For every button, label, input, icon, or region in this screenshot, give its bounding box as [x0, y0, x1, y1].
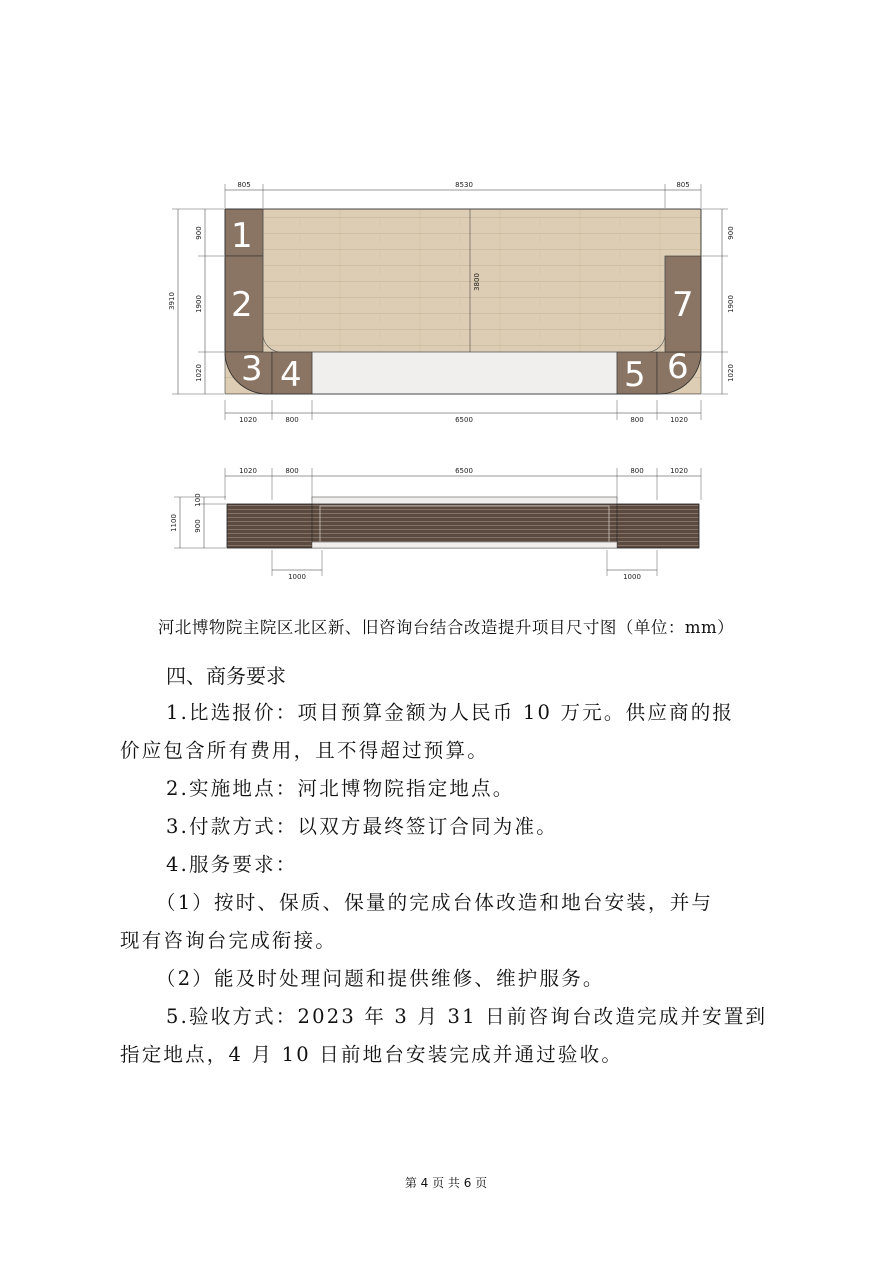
section-number: 2: [231, 285, 253, 325]
section-number: 1: [231, 216, 253, 256]
dimension-label: 1020: [239, 467, 257, 475]
dimension-label: 100: [194, 493, 202, 507]
dimension-label: 800: [285, 416, 299, 424]
dimension-label: 3800: [473, 273, 481, 291]
counter-top: [312, 497, 617, 504]
elevation-view: [170, 467, 701, 581]
dimension-label: 1020: [670, 467, 688, 475]
dimension-label: 800: [630, 467, 644, 475]
section-number: 3: [241, 349, 263, 389]
dimension-label: 8530: [455, 181, 473, 189]
section-number: 4: [280, 355, 302, 395]
paragraph: 2.实施地点：河北博物院指定地点。: [166, 777, 515, 800]
figure-caption: 河北博物院主院区北区新、旧咨询台结合改造提升项目尺寸图（单位：mm）: [157, 618, 735, 637]
section-number: 5: [624, 355, 646, 395]
dimension-label: 800: [285, 467, 299, 475]
section-number: 6: [667, 347, 689, 387]
counter-area: [312, 352, 617, 394]
dimension-label: 1900: [727, 295, 735, 313]
dimension-label: 900: [727, 226, 735, 240]
dimension-label: 6500: [455, 416, 473, 424]
paragraph: 4.服务要求：: [166, 853, 298, 876]
document-body: [120, 658, 784, 1074]
dimension-label: 1020: [727, 364, 735, 382]
dimension-label: 3910: [168, 292, 176, 310]
dimension-label: 1020: [195, 364, 203, 382]
paragraph: 指定地点，4 月 10 日前地台安装完成并通过验收。: [120, 1043, 624, 1066]
paragraph: 现有咨询台完成衔接。: [120, 929, 338, 952]
paragraph: 3.付款方式：以双方最终签订合同为准。: [166, 815, 558, 838]
paragraph: 5.验收方式：2023 年 3 月 31 日前咨询台改造完成并安置到: [166, 1005, 768, 1028]
dimension-drawing: [160, 170, 740, 590]
paragraph: 1.比选报价：项目预算金额为人民币 10 万元。供应商的报: [166, 701, 735, 724]
dimension-label: 800: [630, 416, 644, 424]
dimension-label: 805: [237, 181, 251, 189]
dimension-label: 1900: [195, 295, 203, 313]
base-plate: [312, 542, 617, 548]
page-footer: 第 4 页 共 6 页: [404, 1176, 488, 1190]
dimension-label: 1100: [170, 514, 178, 532]
paragraph: （2）能及时处理问题和提供维修、维护服务。: [156, 967, 605, 990]
plan-view: [168, 181, 735, 424]
dimension-label: 1000: [623, 573, 641, 581]
dimension-label: 6500: [455, 467, 473, 475]
dimension-label: 1020: [670, 416, 688, 424]
dimension-label: 1000: [288, 573, 306, 581]
section-heading: 四、商务要求: [166, 664, 286, 688]
dimension-label: 805: [676, 181, 690, 189]
section-number: 7: [672, 285, 694, 325]
dimension-label: 900: [194, 519, 202, 533]
paragraph: 价应包含所有费用，且不得超过预算。: [120, 739, 489, 762]
dimension-label: 1020: [239, 416, 257, 424]
paragraph: （1）按时、保质、保量的完成台体改造和地台安装，并与: [156, 891, 714, 914]
dimension-label: 900: [195, 226, 203, 240]
slatted-body: [227, 504, 699, 548]
